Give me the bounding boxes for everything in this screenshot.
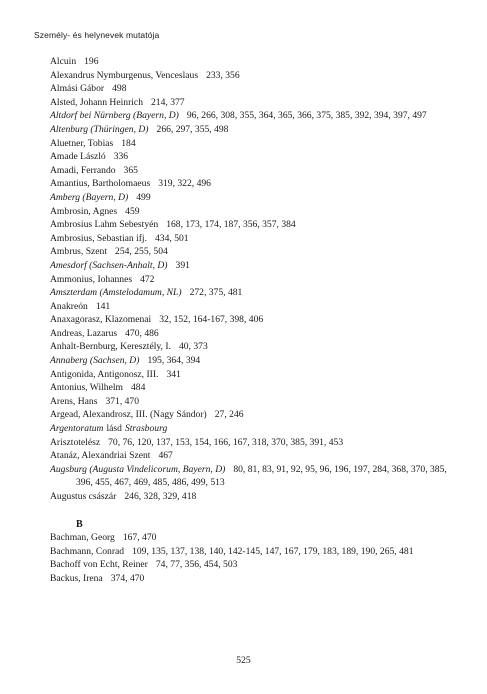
entry-person-name: Amantius, Bartholomaeus — [50, 178, 151, 190]
entry-page-refs: 272, 375, 481 — [189, 287, 243, 299]
entry-person-name: Bachmann, Conrad — [50, 545, 125, 557]
entry-person-name: Anhalt-Bernburg, Keresztély, I. — [50, 341, 171, 353]
index-entry — [50, 558, 460, 572]
entry-page-refs: 319, 322, 496 — [158, 178, 211, 190]
entry-page-refs: 246, 328, 329, 418 — [124, 491, 197, 502]
entry-page-refs: 371, 470 — [105, 395, 140, 407]
index-section-a — [50, 55, 460, 504]
index-entry — [50, 245, 460, 259]
entry-place-name: Amszterdam (Amstelodamum, NL) — [50, 287, 182, 299]
entry-page-refs: 27, 246 — [214, 409, 244, 421]
entry-person-name: Ambrosius Lahm Sebestyén — [50, 219, 159, 231]
index-entry — [50, 205, 460, 219]
entry-place-name: Amesdorf (Sachsen-Anhalt, D) — [50, 259, 168, 271]
entry-place-name: Amberg (Bayern, D) — [50, 191, 129, 203]
running-head: Személy- és helynevek mutatója — [34, 30, 160, 40]
index-entry — [50, 340, 460, 354]
index-entry — [50, 381, 460, 395]
index-entry — [50, 572, 460, 586]
entry-page-refs: 168, 173, 174, 187, 356, 357, 384 — [166, 219, 296, 231]
entry-person-name: Argead, Alexandrosz, III. (Nagy Sándor) — [50, 409, 207, 421]
entry-page-refs: 484 — [131, 382, 146, 394]
entry-person-name: Atanáz, Alexandriai Szent — [50, 450, 151, 462]
entry-person-name: Bachman, Georg — [50, 532, 115, 544]
entry-see-target: Strasbourg — [124, 423, 168, 435]
entry-person-name: Anaxagorasz, Klazomenai — [50, 314, 152, 326]
entry-place-name: Augsburg (Augusta Vindelicorum, Bayern, D) — [50, 463, 226, 475]
entry-person-name: Alsted, Johann Heinrich — [50, 96, 143, 108]
entry-page-refs: 74, 77, 356, 454, 503 — [155, 559, 238, 571]
index-entry — [50, 137, 460, 151]
entry-person-name: Andreas, Lazarus — [50, 327, 118, 339]
index-entry — [50, 422, 460, 436]
entry-place-name: Annaberg (Sachsen, D) — [50, 355, 140, 367]
entry-person-name: Amade László — [50, 151, 106, 163]
index-entry — [50, 109, 460, 123]
entry-page-refs: 266, 297, 355, 498 — [156, 123, 229, 135]
entry-person-name: Anakreón — [50, 300, 88, 312]
index-entry — [50, 123, 460, 137]
entry-person-name: Augustus császár — [50, 491, 117, 502]
entry-page-refs: 470, 486 — [125, 327, 159, 339]
index-entry — [50, 436, 460, 450]
index-entry — [50, 82, 460, 96]
entry-page-refs: 459 — [125, 205, 140, 217]
entry-page-refs: 254, 255, 504 — [115, 246, 168, 258]
index-entry — [50, 150, 460, 164]
entry-page-refs: 499 — [136, 191, 151, 203]
entry-page-refs: 498 — [112, 83, 127, 95]
entry-person-name: Ambrosin, Agnes — [50, 205, 118, 217]
entry-place-name: Argentoratum — [50, 423, 104, 435]
index-entry — [50, 531, 460, 545]
entry-page-refs: 434, 501 — [155, 232, 189, 244]
entry-page-refs: 141 — [95, 300, 111, 312]
index-entry — [50, 354, 460, 368]
index-entry — [50, 395, 460, 409]
entry-page-refs: 472 — [140, 273, 155, 285]
index-entry — [50, 545, 460, 559]
entry-page-refs: 40, 373 — [178, 341, 208, 353]
index-entry — [50, 164, 460, 178]
index-section-b — [50, 531, 460, 585]
entry-page-refs: 70, 76, 120, 137, 153, 154, 166, 167, 318, 370, 385, 391, 453 — [108, 436, 344, 448]
entry-person-name: Alcuin — [50, 56, 77, 67]
entry-person-name: Arisztotelész — [50, 436, 101, 448]
entry-page-refs: 96, 266, 308, 355, 364, 365, 366, 375, 385, 392, 394, 397, 497 — [186, 110, 427, 122]
entry-page-refs: 109, 135, 137, 138, 140, 142-145, 147, 167, 179, 183, 189, 190, 265, 481 — [132, 545, 414, 557]
index-entry — [50, 273, 460, 287]
entry-page-refs: 80, 81, 83, 91, 92, 95, 96, 196, 197, 284, 368, 370, 385, 396, 455, 467, 469, 485, 486, 499, 513 — [76, 463, 447, 489]
entry-page-refs: 365 — [123, 164, 138, 176]
entry-page-refs: 184 — [121, 137, 136, 149]
entry-page-refs: 374, 470 — [110, 572, 145, 584]
entry-person-name: Amadi, Ferrando — [50, 164, 116, 176]
index-entry — [50, 313, 460, 327]
index-entry — [50, 191, 460, 205]
entry-person-name: Arens, Hans — [50, 395, 98, 407]
index-entry — [50, 218, 460, 232]
entry-person-name: Antonius, Wilhelm — [50, 382, 123, 394]
index-entry — [50, 300, 460, 314]
index-entry — [50, 463, 460, 490]
index-entry — [50, 408, 460, 422]
index-entry — [50, 327, 460, 341]
page-number: 525 — [236, 655, 251, 666]
entry-person-name: Ammonius, Iohannes — [50, 273, 133, 285]
entry-person-name: Alexandrus Nymburgenus, Venceslaus — [50, 69, 199, 81]
entry-page-refs: 391 — [175, 259, 190, 271]
entry-page-refs: 336 — [113, 151, 129, 163]
index-entry — [50, 96, 460, 110]
entry-person-name: Ambrus, Szent — [50, 246, 108, 258]
entry-person-name: Ambrosius, Sebastian ifj. — [50, 232, 147, 244]
index-entry — [50, 232, 460, 246]
section-letter-b: B — [76, 518, 83, 530]
entry-person-name: Backus, Irena — [50, 572, 103, 584]
index-entry — [50, 69, 460, 83]
index-entry — [50, 55, 460, 69]
entry-person-name: Almási Gábor — [50, 83, 105, 95]
index-entry — [50, 286, 460, 300]
index-entry — [50, 177, 460, 191]
entry-place-name: Altdorf bei Nürnberg (Bayern, D) — [50, 110, 179, 122]
entry-page-refs: 341 — [166, 368, 181, 380]
index-list — [50, 55, 460, 586]
entry-page-refs: 233, 356 — [206, 69, 240, 81]
entry-person-name: Aluetner, Tobias — [50, 137, 114, 149]
entry-page-refs: 196 — [84, 56, 99, 67]
index-entry — [50, 368, 460, 382]
entry-see-reference: lásd — [106, 423, 122, 435]
entry-page-refs: 214, 377 — [151, 96, 185, 108]
entry-person-name: Antigonida, Antigonosz, III. — [50, 368, 159, 380]
entry-place-name: Altenburg (Thüringen, D) — [50, 123, 149, 135]
index-entry — [50, 259, 460, 273]
entry-page-refs: 167, 470 — [122, 532, 157, 544]
entry-person-name: Bachoff von Echt, Reiner — [50, 559, 148, 571]
entry-page-refs: 195, 364, 394 — [147, 355, 201, 367]
index-entry — [50, 449, 460, 463]
index-entry — [50, 490, 460, 504]
entry-page-refs: 32, 152, 164-167, 398, 406 — [159, 314, 264, 326]
entry-page-refs: 467 — [158, 450, 173, 462]
